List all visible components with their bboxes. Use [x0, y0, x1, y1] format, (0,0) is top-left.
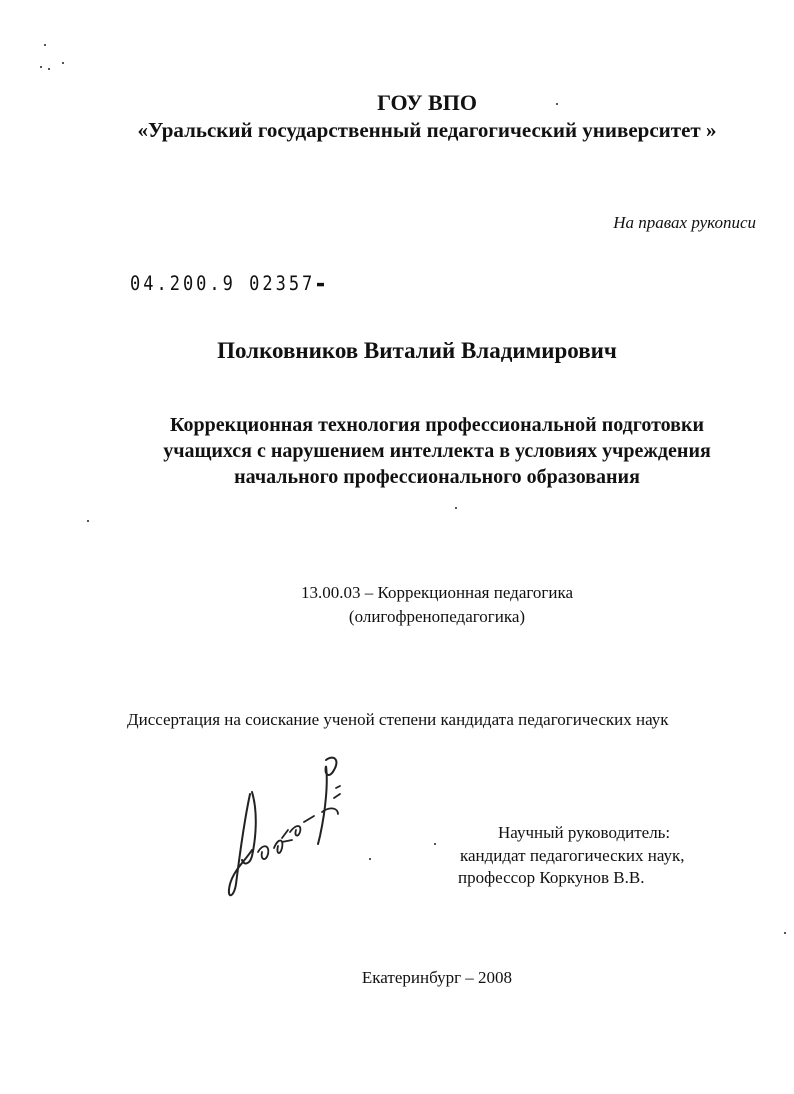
scan-speck [40, 66, 42, 68]
dissertation-title-line: учащихся с нарушением интеллекта в условиях учреждения [163, 440, 711, 462]
signature-stroke [318, 758, 336, 844]
signature-stroke [274, 830, 292, 853]
registry-code: 04.200.9 02357 [130, 272, 316, 296]
scan-speck [48, 68, 50, 70]
city-year: Екатеринбург – 2008 [361, 968, 513, 987]
scan-speck [434, 843, 436, 845]
scan-speck [44, 44, 46, 46]
dissertation-title-line: Коррекционная технология профессиональной подготовки [170, 414, 704, 436]
supervisor-heading: Научный руководитель: [498, 823, 671, 842]
scan-speck [62, 62, 64, 64]
supervisor-degree: кандидат педагогических наук, [460, 846, 685, 865]
signature-stroke [290, 816, 314, 836]
scan-speck [87, 520, 89, 522]
signature-stroke [229, 794, 252, 895]
organization-name: ГОУ ВПО [377, 90, 477, 115]
handwritten-signature [222, 752, 362, 902]
degree-statement: Диссертация на соискание ученой степени кандидата педагогических наук [127, 710, 669, 729]
author-name: Полковников Виталий Владимирович [217, 338, 617, 363]
dissertation-title-line: начального профессионального образования [234, 466, 640, 488]
supervisor-name: профессор Коркунов В.В. [458, 868, 645, 887]
rights-note: На правах рукописи [613, 213, 756, 232]
specialty-subfield-line: (олигофренопедагогика) [348, 607, 526, 626]
scan-speck [369, 858, 371, 860]
stamp-mark [317, 282, 324, 285]
specialty-code-line: 13.00.03 – Коррекционная педагогика [300, 583, 574, 602]
scan-speck [455, 507, 457, 509]
signature-stroke [322, 786, 340, 814]
university-name: «Уральский государственный педагогический университет » [137, 118, 717, 142]
signature-stroke [258, 846, 268, 859]
scan-speck [784, 932, 786, 934]
registry-code-stamp [130, 273, 324, 296]
